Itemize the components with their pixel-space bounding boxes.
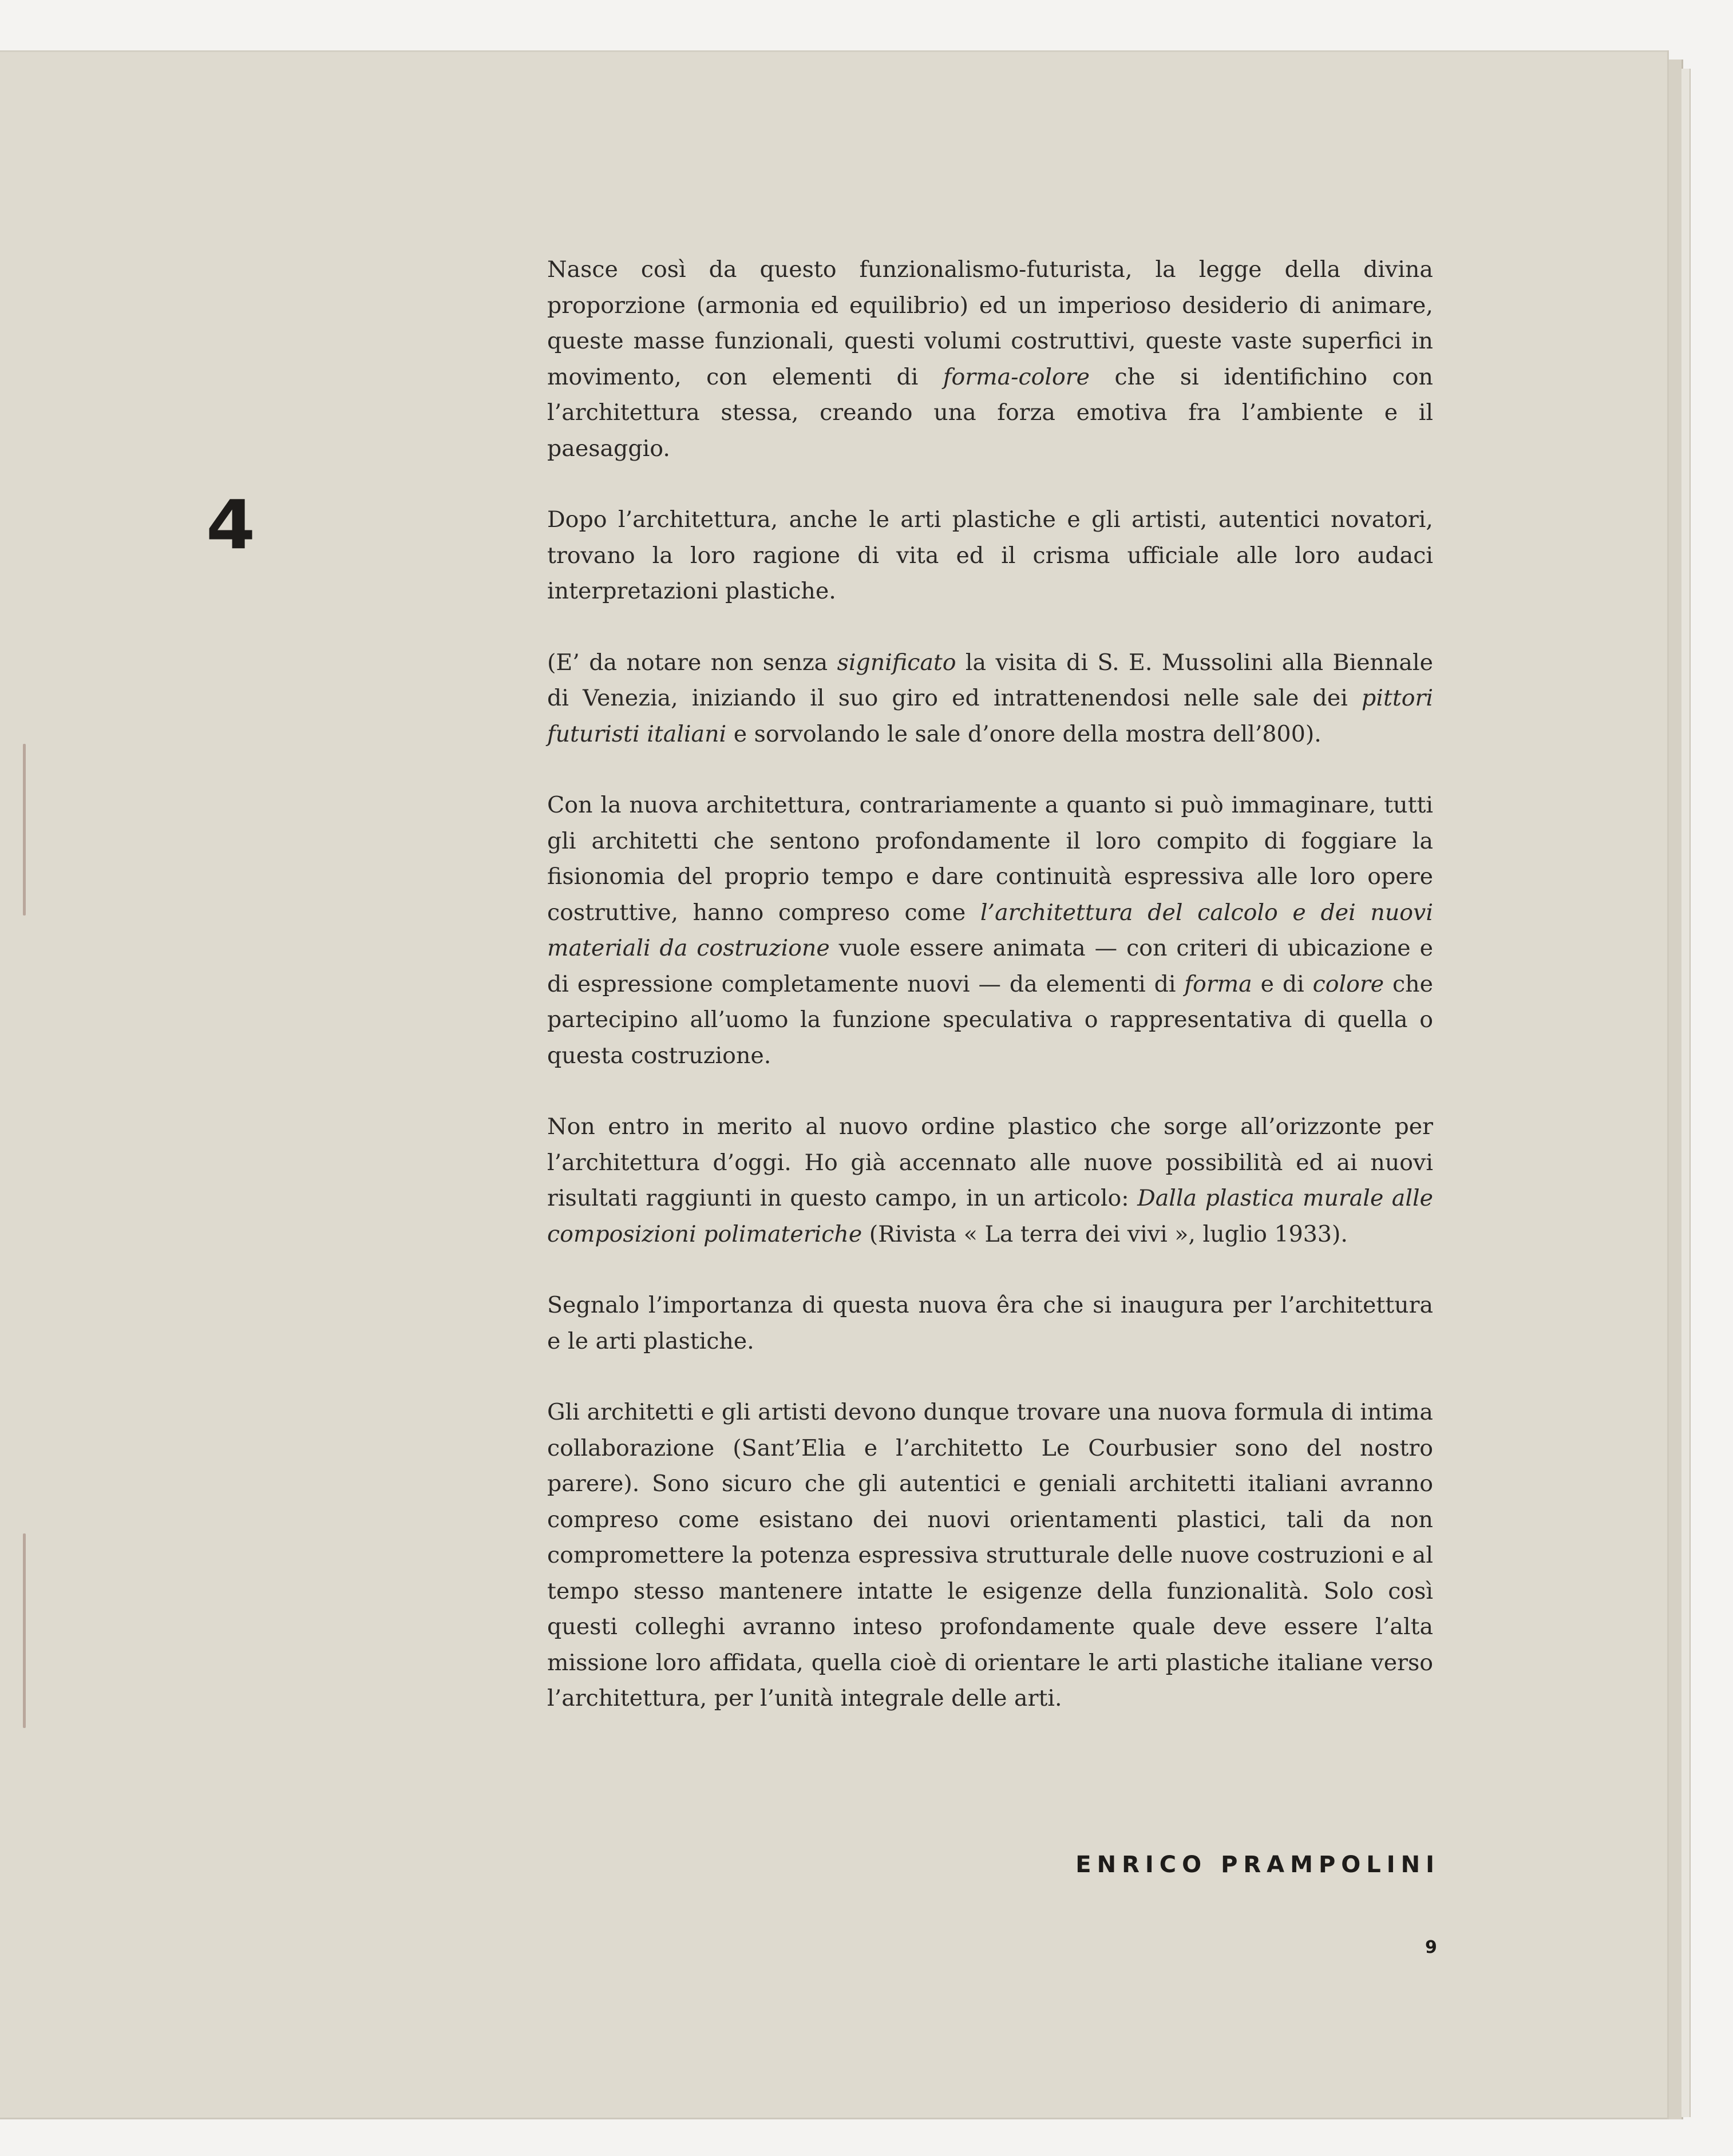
paragraph-4: Con la nuova architettura, contrariamente a quanto si può immaginare, tutti gli architetti che sentono profondamente il loro compito di foggiare la fisionomia del proprio tempo e dare continuità espressiva alle loro opere costruttive, hanno compreso come l’architettura del calcolo e dei nuovi materiali da costruzione vuole essere animata — con criteri di ubicazione e di espressione completamente nuovi — da elementi di forma e di colore che partecipino all’uomo la funzione speculativa o rappresentativa di quella o questa costruzione.: [547, 792, 1433, 1069]
paragraph-3: (E’ da notare non senza significato la visita di S. E. Mussolini alla Biennale di Venezia, iniziando il suo giro ed intrattenendosi nelle sale dei pittori futuristi italiani e sorvolando le sale d’onore della mostra dell’800).: [547, 649, 1433, 747]
paragraph-2: Dopo l’architettura, anche le arti plastiche e gli artisti, autentici novatori, trovano la loro ragione di vita ed il crisma ufficiale alle loro audaci interpretazioni plastiche.: [547, 506, 1433, 604]
article-body: [547, 252, 1433, 1752]
paragraph-7: Gli architetti e gli artisti devono dunque trovare una nuova formula di intima collaborazione (Sant’Elia e l’architetto Le Courbusier sono del nostro parere). Sono sicuro che gli autentici e geniali architetti italiani avranno compreso come esistano dei nuovi orientamenti plastici, tali da non compromettere la potenza espressiva strutturale delle nuove costruzioni e al tempo stesso mantenere intatte le esigenze della funzionalità. Solo così questi colleghi avranno inteso profondamente quale deve essere l’alta missione loro affidata, quella cioè di orientare le arti plastiche italiane verso l’architettura, per l’unità integrale delle arti.: [547, 1399, 1433, 1711]
paragraph-5: Non entro in merito al nuovo ordine plastico che sorge all’orizzonte per l’architettura d’oggi. Ho già accennato alle nuove possibilità ed ai nuovi risultati raggiunti in questo campo, in un articolo: Dalla plastica murale alle composizioni polimateriche (Rivista « La terra dei vivi », luglio 1933).: [547, 1113, 1433, 1247]
binding-mark-upper: [23, 744, 26, 915]
paragraph-1: Nasce così da questo funzionalismo-futurista, la legge della divina proporzione (armonia ed equilibrio) ed un imperioso desiderio di animare, queste masse funzionali, questi volumi costruttivi, queste vaste superfici in movimento, con elementi di forma-colore che si identifichino con l’architettura stessa, creando una forza emotiva fra l’ambiente e il paesaggio.: [547, 256, 1433, 462]
page-edge-inner: [1681, 69, 1691, 2117]
author-signature: ENRICO PRAMPOLINI: [1075, 1852, 1440, 1878]
paragraph-6: Segnalo l’importanza di questa nuova êra che si inaugura per l’architettura e le arti plastiche.: [547, 1292, 1433, 1354]
page-number: 9: [1425, 1937, 1437, 1957]
section-number: 4: [206, 485, 256, 564]
binding-mark-lower: [23, 1533, 26, 1728]
